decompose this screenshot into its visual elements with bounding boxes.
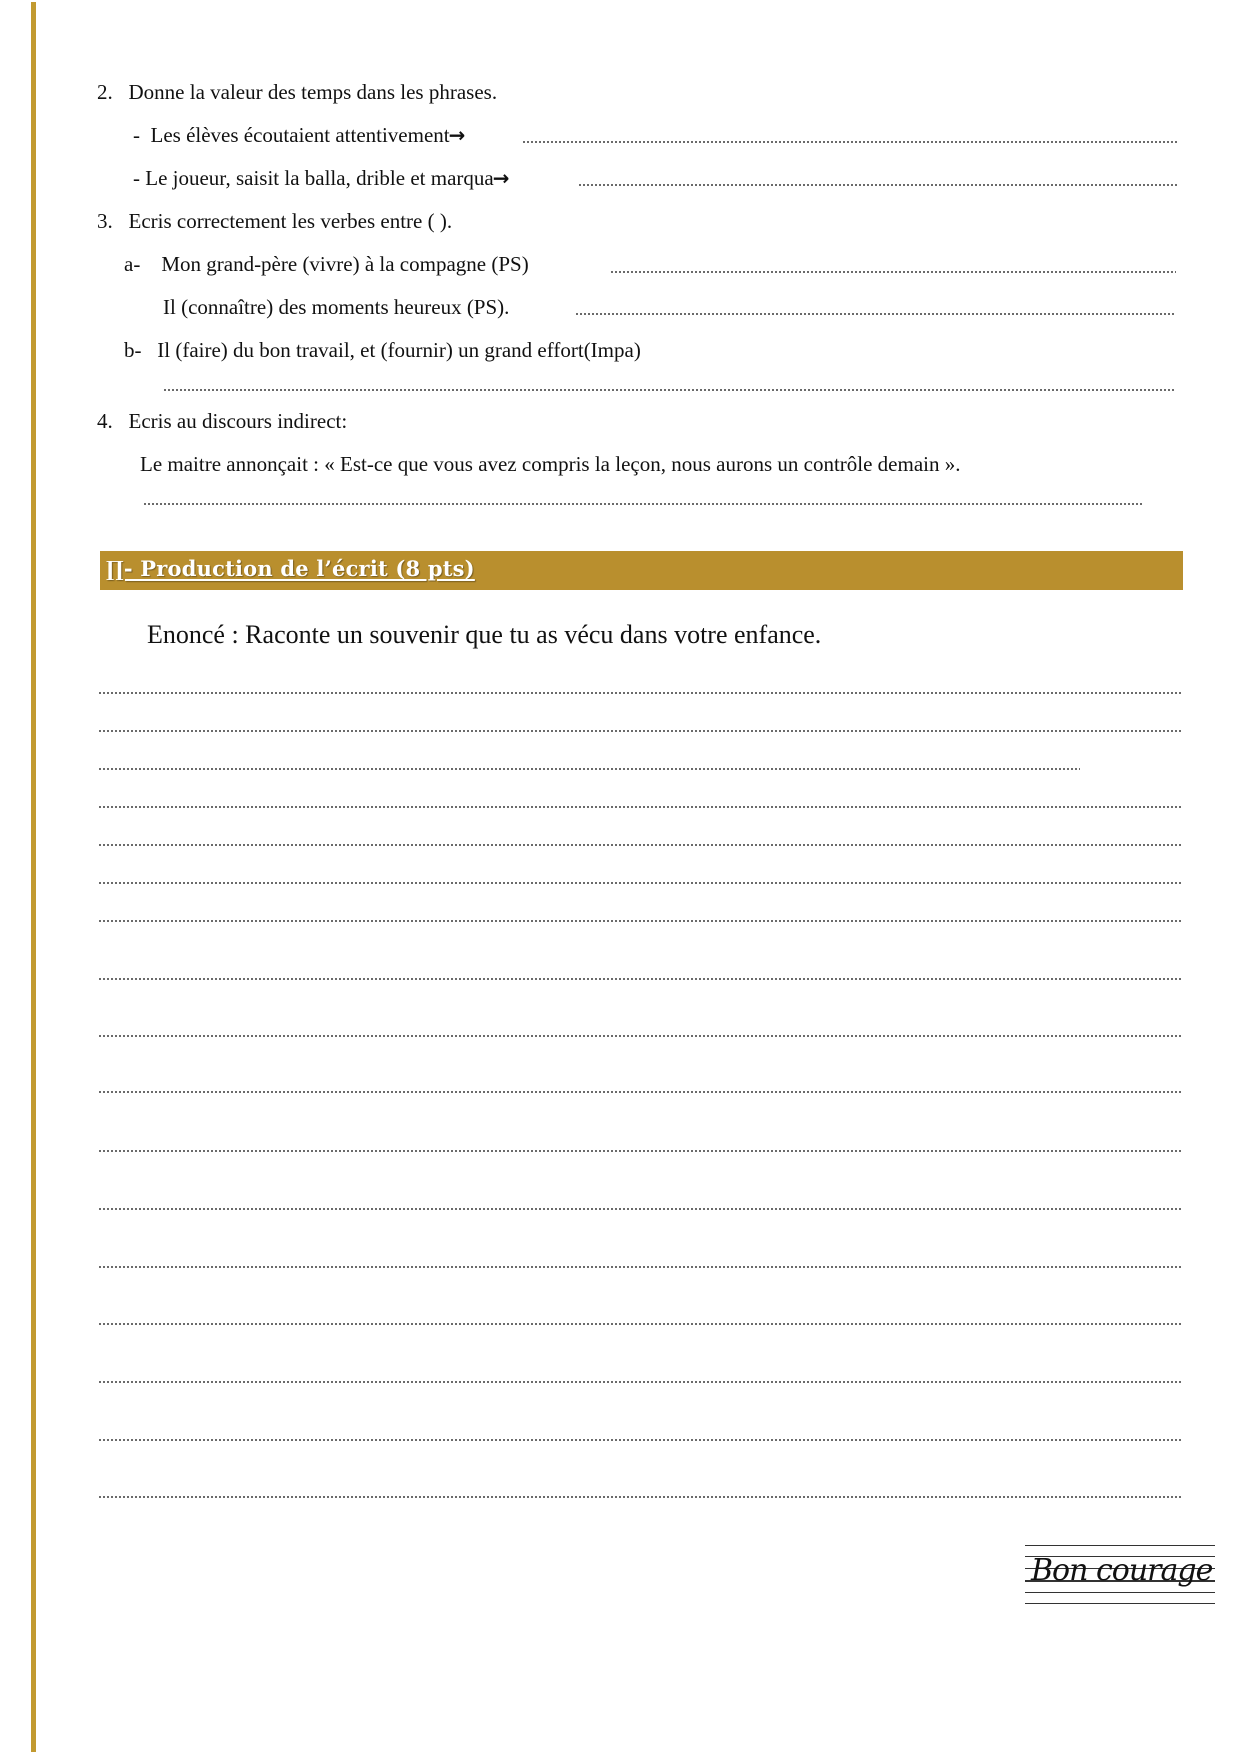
question-number: 3. bbox=[97, 209, 113, 233]
writing-line[interactable] bbox=[98, 1496, 1182, 1498]
question-4 bbox=[97, 408, 347, 434]
writing-line[interactable] bbox=[98, 1439, 1182, 1441]
staff-line bbox=[1025, 1603, 1215, 1604]
sentence-text: Les élèves écoutaient attentivement bbox=[150, 123, 450, 147]
answer-line[interactable] bbox=[143, 503, 1143, 505]
arrow-right-icon: → bbox=[448, 123, 466, 147]
sentence-text: Le maitre annonçait : « Est-ce que vous avez compris la leçon, nous aurons un contrôle demain ». bbox=[140, 452, 961, 476]
section-header-band bbox=[100, 551, 1183, 590]
answer-line[interactable] bbox=[522, 141, 1179, 143]
sentence-text: Il (faire) du bon travail, et (fournir) un grand effort(Impa) bbox=[157, 338, 641, 362]
arrow-right-icon: → bbox=[492, 166, 510, 190]
writing-line[interactable] bbox=[98, 920, 1182, 922]
item-label: b- bbox=[124, 338, 142, 362]
writing-line[interactable] bbox=[98, 1208, 1182, 1210]
question-instruction: Ecris correctement les verbes entre ( ). bbox=[128, 209, 453, 233]
question-number: 2. bbox=[97, 80, 113, 104]
writing-line[interactable] bbox=[98, 844, 1182, 846]
writing-line[interactable] bbox=[98, 1035, 1182, 1037]
closing-text: Bon courage bbox=[1031, 1553, 1213, 1588]
page-left-border bbox=[31, 2, 36, 1752]
writing-line[interactable] bbox=[98, 1091, 1182, 1093]
writing-line[interactable] bbox=[98, 730, 1182, 732]
writing-line[interactable] bbox=[98, 806, 1182, 808]
question-instruction: Donne la valeur des temps dans les phrases. bbox=[128, 80, 498, 104]
bon-courage-signature bbox=[1025, 1545, 1215, 1615]
sentence-text: Il (connaître) des moments heureux (PS). bbox=[163, 295, 510, 319]
writing-line[interactable] bbox=[98, 692, 1182, 694]
q2-item-1: - Les élèves écoutaient attentivement→ bbox=[133, 123, 466, 147]
q3-item-b bbox=[124, 337, 641, 363]
q3-item-a2 bbox=[163, 294, 509, 320]
writing-line[interactable] bbox=[98, 882, 1182, 884]
staff-line bbox=[1025, 1592, 1215, 1593]
question-2 bbox=[97, 79, 497, 105]
question-3 bbox=[97, 208, 452, 234]
section-title: ∏- Production de l’écrit (8 pts) bbox=[106, 556, 475, 581]
writing-line[interactable] bbox=[98, 1381, 1182, 1383]
question-instruction: Ecris au discours indirect: bbox=[128, 409, 348, 433]
q3-item-a bbox=[124, 251, 529, 277]
item-label: a- bbox=[124, 252, 141, 276]
answer-line[interactable] bbox=[163, 389, 1176, 391]
question-number: 4. bbox=[97, 409, 113, 433]
answer-line[interactable] bbox=[575, 313, 1176, 315]
staff-line bbox=[1025, 1545, 1215, 1546]
sentence-text: Le joueur, saisit la balla, drible et marqua bbox=[145, 166, 494, 190]
writing-prompt: Enoncé : Raconte un souvenir que tu as vécu dans votre enfance. bbox=[147, 620, 822, 649]
writing-line[interactable] bbox=[98, 978, 1182, 980]
writing-line[interactable] bbox=[98, 1266, 1182, 1268]
sentence-text: Mon grand-père (vivre) à la compagne (PS) bbox=[161, 252, 529, 276]
writing-line[interactable] bbox=[98, 1150, 1182, 1152]
writing-line[interactable] bbox=[98, 768, 1080, 770]
q4-sentence bbox=[140, 451, 961, 477]
writing-line[interactable] bbox=[98, 1323, 1182, 1325]
answer-line[interactable] bbox=[610, 271, 1176, 273]
answer-line[interactable] bbox=[578, 184, 1179, 186]
q2-item-2: - Le joueur, saisit la balla, drible et marqua→ bbox=[133, 166, 510, 190]
